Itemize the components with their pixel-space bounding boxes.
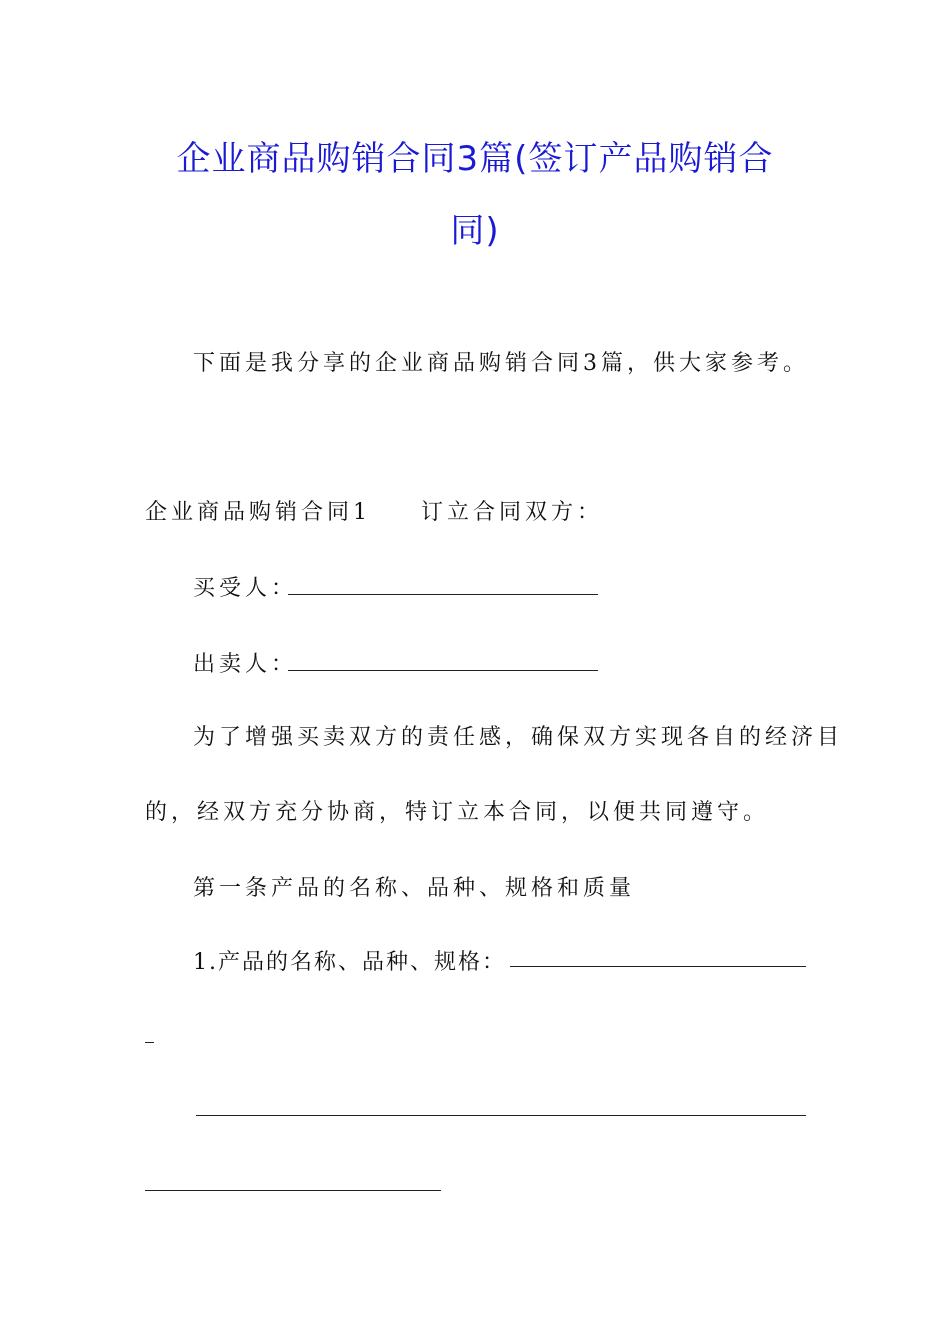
purpose-line2: 的，经双方充分协商，特订立本合同，以便共同遵守。: [145, 800, 770, 825]
buyer-label: 买受人：: [193, 576, 298, 601]
purpose-line1: 为了增强买卖双方的责任感，确保双方实现各自的经济目: [193, 725, 844, 750]
item1-blank-line-3: [145, 1190, 441, 1191]
item1-blank-line: [510, 966, 806, 967]
item1-blank-line-2: [196, 1115, 806, 1116]
document-title-line1: 企业商品购销合同3篇(签订产品购销合: [176, 139, 774, 179]
parties-label: 订立合同双方：: [421, 500, 604, 525]
section-heading: 企业商品购销合同1: [145, 500, 371, 525]
trailing-underscore: [145, 1042, 154, 1043]
item1-label: 1.产品的名称、品种、规格：: [193, 950, 506, 975]
intro-paragraph: 下面是我分享的企业商品购销合同3篇，供大家参考。: [193, 351, 809, 376]
section-heading-row: [145, 495, 603, 526]
seller-label: 出卖人：: [193, 652, 298, 677]
buyer-blank-line: [288, 594, 598, 595]
seller-blank-line: [288, 670, 598, 671]
document-title-line2: 同): [450, 211, 500, 251]
article1-heading: 第一条产品的名称、品种、规格和质量: [193, 876, 636, 901]
